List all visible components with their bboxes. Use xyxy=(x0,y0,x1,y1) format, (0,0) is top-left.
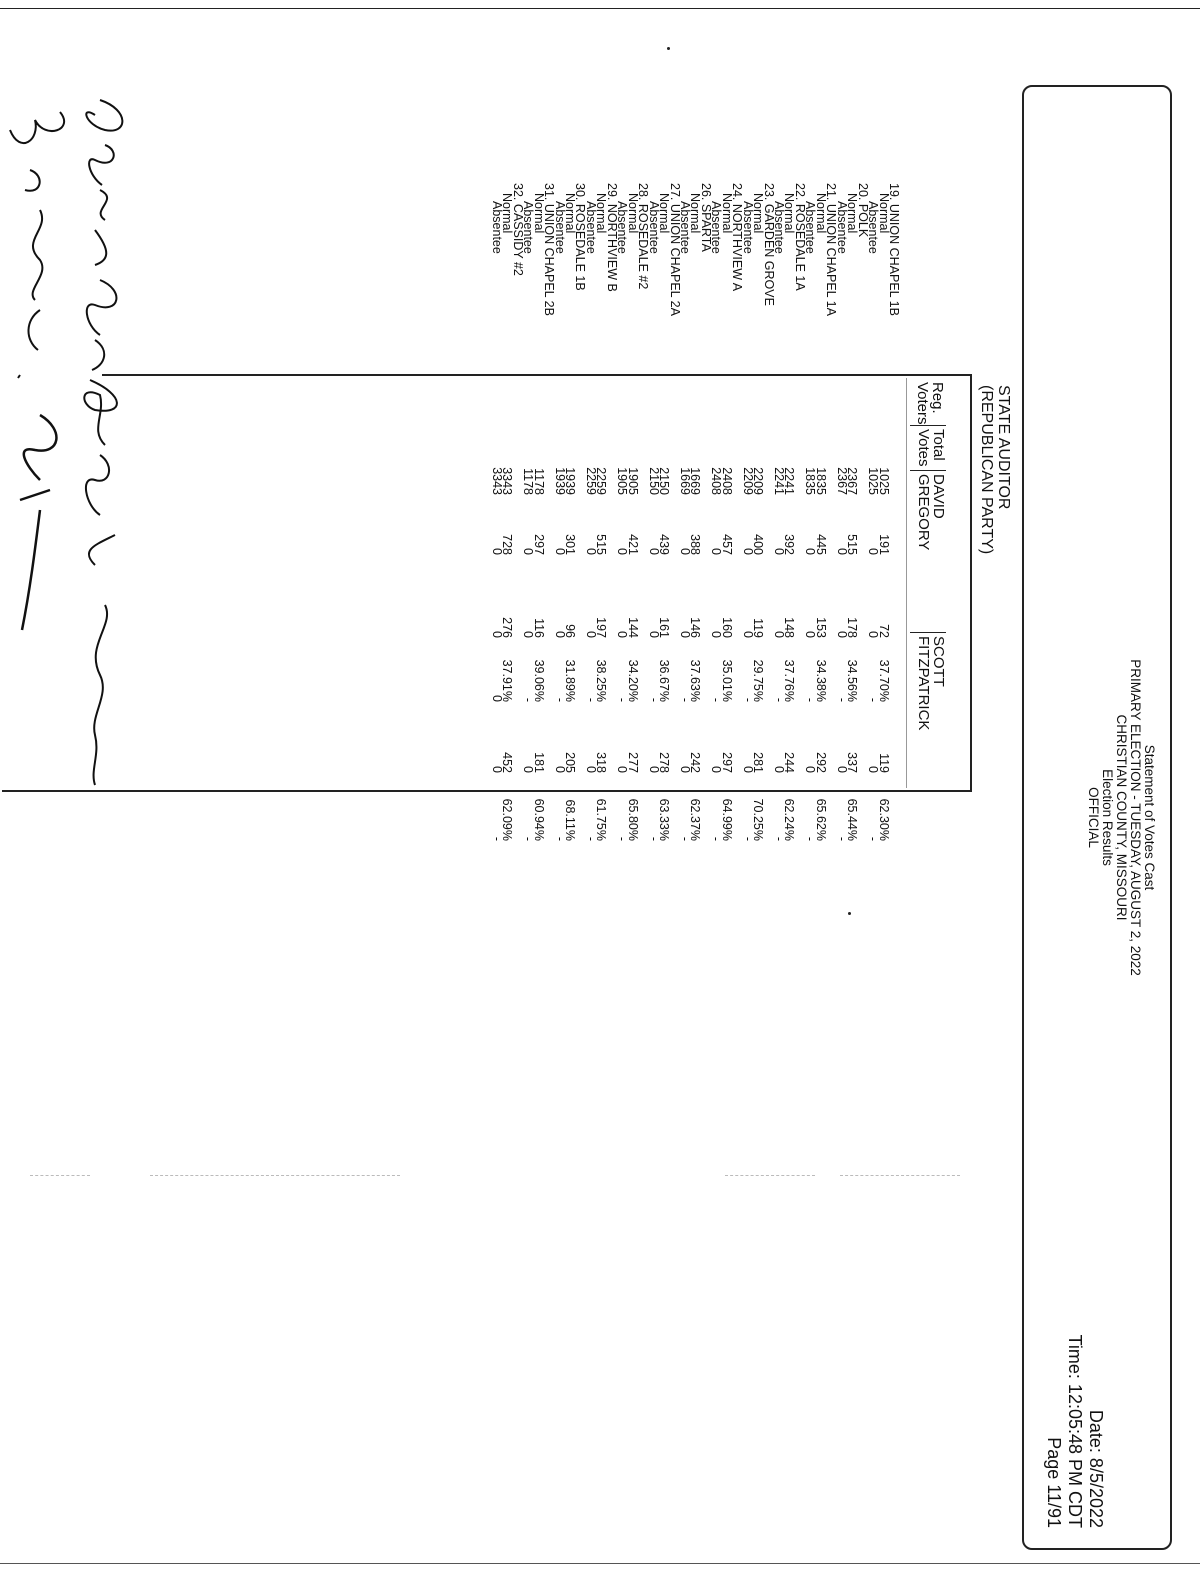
fitzpatrick-votes-cell: 452 xyxy=(500,752,515,773)
reg-voters-cell: 2209 xyxy=(751,467,766,495)
col-head-total-votes xyxy=(910,425,946,467)
gregory-votes-cell: 160 xyxy=(719,617,734,638)
gregory-votes-cell: 0 xyxy=(521,631,536,638)
fitzpatrick-votes-cell: 0 xyxy=(709,766,724,773)
fitzpatrick-votes-cell: 277 xyxy=(625,752,640,773)
row-label: 19. UNION CHAPEL 1B xyxy=(887,183,901,316)
col-head-text: Reg. xyxy=(929,382,946,414)
fitzpatrick-votes-cell: 0 xyxy=(552,766,567,773)
fitzpatrick-percent-cell: - xyxy=(772,836,787,841)
gregory-percent-cell: 31.89% xyxy=(563,659,578,702)
results-subtitle: Election Results xyxy=(1100,769,1115,866)
row-label: Normal xyxy=(563,193,578,234)
fitzpatrick-percent-cell: - xyxy=(489,836,504,841)
gregory-percent-cell: 36.67% xyxy=(657,659,672,702)
row-label: 24. NORTHVIEW A xyxy=(730,183,745,292)
row-label: 29. NORTHVIEW B xyxy=(604,183,619,292)
reg-voters-cell: 1669 xyxy=(688,467,703,495)
page-number: Page 11/91 xyxy=(1044,1437,1064,1528)
total-votes-cell: 728 xyxy=(500,534,515,555)
fitzpatrick-votes-cell: 119 xyxy=(876,753,891,773)
row-label: Absentee xyxy=(772,201,787,254)
report-header-box xyxy=(1022,85,1172,1550)
row-label: Absentee xyxy=(866,201,881,254)
fitzpatrick-percent-cell: - xyxy=(521,836,536,841)
total-votes-cell: 457 xyxy=(719,534,734,555)
gregory-votes-cell: 0 xyxy=(740,631,755,638)
total-votes-cell: 0 xyxy=(772,548,787,555)
reg-voters-cell: 2367 xyxy=(834,467,849,495)
gregory-votes-cell: 0 xyxy=(866,631,881,638)
total-votes-cell: 515 xyxy=(594,534,609,555)
fitzpatrick-votes-cell: 205 xyxy=(563,752,578,773)
fitzpatrick-percent-cell: - xyxy=(709,836,724,841)
reg-voters-cell: 2209 xyxy=(740,467,755,495)
contest-office: STATE AUDITOR xyxy=(995,385,1012,510)
row-label: Normal xyxy=(657,193,672,234)
faint-dashed-guide xyxy=(840,1175,960,1176)
row-label: Normal xyxy=(751,193,766,234)
gregory-votes-cell: 0 xyxy=(583,631,598,638)
gregory-percent-cell: - xyxy=(552,697,567,702)
fitzpatrick-votes-cell: 0 xyxy=(866,766,881,773)
fitzpatrick-percent-cell: - xyxy=(803,836,818,841)
reg-voters-cell: 2241 xyxy=(782,467,797,495)
gregory-votes-cell: 0 xyxy=(615,631,630,638)
gregory-votes-cell: 96 xyxy=(563,624,578,638)
total-votes-cell: 388 xyxy=(688,534,703,555)
col-head-reg-voters xyxy=(915,382,945,425)
gregory-votes-cell: 0 xyxy=(646,631,661,638)
gregory-percent-cell: - xyxy=(740,697,755,702)
gregory-percent-cell: - xyxy=(709,697,724,702)
row-label: Normal xyxy=(531,193,546,234)
reg-voters-cell: 2259 xyxy=(583,467,598,495)
header-underline xyxy=(906,378,907,788)
reg-voters-cell: 2259 xyxy=(594,467,609,495)
fitzpatrick-votes-cell: 0 xyxy=(772,766,787,773)
fitzpatrick-percent-cell: - xyxy=(740,836,755,841)
row-label: 28. ROSEDALE #2 xyxy=(636,183,651,290)
reg-voters-cell: 1669 xyxy=(678,467,692,495)
fitzpatrick-percent-cell: 64.99% xyxy=(719,798,734,841)
gregory-percent-cell: - xyxy=(678,697,692,702)
fitzpatrick-votes-cell: 0 xyxy=(521,766,536,773)
fitzpatrick-percent-cell: - xyxy=(583,836,598,841)
reg-voters-cell: 3343 xyxy=(489,467,504,495)
total-votes-cell: 0 xyxy=(803,548,818,555)
reg-voters-cell: 1178 xyxy=(521,468,536,495)
gregory-votes-cell: 119 xyxy=(751,618,766,638)
col-head-text: Total xyxy=(930,429,947,461)
reg-voters-cell: 1178 xyxy=(531,468,546,495)
reg-voters-cell: 2367 xyxy=(845,467,860,495)
fitzpatrick-percent-cell: - xyxy=(646,836,661,841)
gregory-votes-cell: 72 xyxy=(876,624,891,638)
reg-voters-cell: 2150 xyxy=(646,467,661,495)
reg-voters-cell: 1939 xyxy=(563,467,578,495)
reg-voters-cell: 2408 xyxy=(709,467,724,495)
row-label: Normal xyxy=(500,193,515,234)
fitzpatrick-percent-cell: 70.25% xyxy=(751,798,766,841)
fitzpatrick-votes-cell: 0 xyxy=(803,766,818,773)
reg-voters-cell: 1905 xyxy=(615,467,630,495)
row-label: 21. UNION CHAPEL 1A xyxy=(824,183,839,316)
gregory-votes-cell: 0 xyxy=(678,631,692,638)
total-votes-cell: 0 xyxy=(489,548,504,555)
fitzpatrick-votes-cell: 0 xyxy=(489,766,504,773)
election-name: PRIMARY ELECTION - TUESDAY, AUGUST 2, 2022 xyxy=(1128,659,1143,976)
gregory-percent-cell: 38.25% xyxy=(594,659,609,702)
fitzpatrick-votes-cell: 337 xyxy=(845,752,860,773)
total-votes-cell: 392 xyxy=(782,534,797,555)
gregory-votes-cell: 0 xyxy=(709,631,724,638)
row-label: 26. SPARTA xyxy=(698,183,713,252)
total-votes-cell: 0 xyxy=(646,548,661,555)
total-votes-cell: 0 xyxy=(866,548,881,555)
reg-voters-cell: 2241 xyxy=(772,467,787,495)
fitzpatrick-percent-cell: 62.37% xyxy=(688,798,703,841)
gregory-percent-cell: 37.91% xyxy=(500,659,515,702)
row-label: Absentee xyxy=(615,201,630,254)
report-date: Date: 8/5/2022 xyxy=(1086,1409,1106,1528)
gregory-votes-cell: 153 xyxy=(813,617,828,638)
reg-voters-cell: 1835 xyxy=(803,467,818,495)
gregory-percent-cell: - xyxy=(646,697,661,702)
fitzpatrick-votes-cell: 292 xyxy=(813,752,828,773)
col-head-text: GREGORY xyxy=(915,474,932,551)
col-head-text: SCOTT xyxy=(930,636,947,687)
fitzpatrick-votes-cell: 0 xyxy=(678,766,692,773)
reg-voters-cell: 1025 xyxy=(876,467,891,495)
total-votes-cell: 0 xyxy=(678,548,692,555)
gregory-votes-cell: 0 xyxy=(772,631,787,638)
gregory-votes-cell: 0 xyxy=(552,631,567,638)
row-label: Normal xyxy=(625,193,640,234)
gregory-votes-cell: 197 xyxy=(594,617,609,638)
total-votes-cell: 0 xyxy=(615,548,630,555)
fitzpatrick-votes-cell: 0 xyxy=(615,766,630,773)
row-label: Absentee xyxy=(803,201,818,254)
total-votes-cell: 421 xyxy=(625,534,640,555)
header-center-block xyxy=(1086,87,1156,1548)
fitzpatrick-votes-cell: 318 xyxy=(594,752,609,773)
faint-dashed-guide xyxy=(725,1175,815,1176)
signature-ben-rusey xyxy=(0,100,80,400)
col-head-text: Voters xyxy=(914,382,931,425)
fitzpatrick-percent-cell: - xyxy=(552,836,567,841)
fitzpatrick-percent-cell: 62.09% xyxy=(500,798,515,841)
contest-title xyxy=(978,385,1012,554)
row-label: Absentee xyxy=(552,201,567,254)
fitzpatrick-percent-cell: 60.94% xyxy=(531,798,546,841)
contest-party: (REPUBLICAN PARTY) xyxy=(978,385,995,555)
fitzpatrick-votes-cell: 297 xyxy=(719,752,734,773)
row-label: Absentee xyxy=(583,201,598,254)
gregory-votes-cell: 276 xyxy=(500,617,515,638)
gregory-percent-cell: 0 xyxy=(489,695,504,702)
reg-voters-cell: 3343 xyxy=(500,467,515,495)
row-label: Normal xyxy=(813,193,828,234)
row-label: Normal xyxy=(594,193,609,234)
gregory-percent-cell: - xyxy=(834,697,849,702)
col-head-text: Votes xyxy=(915,429,932,467)
total-votes-cell: 297 xyxy=(531,534,546,555)
row-label: 32. CASSIDY #2 xyxy=(510,183,525,276)
reg-voters-cell: 1905 xyxy=(625,467,640,495)
fitzpatrick-percent-cell: 61.75% xyxy=(594,798,609,841)
total-votes-cell: 0 xyxy=(583,548,598,555)
row-label: Normal xyxy=(845,193,860,234)
total-votes-cell: 439 xyxy=(657,534,672,555)
signature-right-2 xyxy=(10,410,70,640)
row-label: Absentee xyxy=(709,201,724,254)
header-right-block xyxy=(1043,1335,1106,1528)
row-label: Absentee xyxy=(489,201,504,254)
fitzpatrick-votes-cell: 181 xyxy=(531,752,546,773)
row-label: 23. GARDEN GROVE xyxy=(761,183,776,306)
fitzpatrick-votes-cell: 278 xyxy=(657,752,672,773)
row-label: 20. POLK xyxy=(855,183,870,238)
gregory-votes-cell: 148 xyxy=(782,617,797,638)
gregory-votes-cell: 161 xyxy=(657,617,672,638)
row-label: Normal xyxy=(782,193,797,234)
gregory-percent-cell: - xyxy=(803,697,818,702)
gregory-percent-cell: 37.70% xyxy=(876,659,891,702)
table-rule-horizontal xyxy=(971,374,973,791)
total-votes-cell: 400 xyxy=(751,534,766,555)
fitzpatrick-votes-cell: 0 xyxy=(583,766,598,773)
gregory-percent-cell: 39.06% xyxy=(531,659,546,702)
faint-dashed-guide xyxy=(30,1175,90,1176)
report-time: Time: 12:05:48 PM CDT xyxy=(1065,1334,1085,1528)
total-votes-cell: 301 xyxy=(563,534,578,555)
fitzpatrick-percent-cell: 62.24% xyxy=(782,798,797,841)
reg-voters-cell: 2150 xyxy=(657,467,672,495)
gregory-percent-cell: - xyxy=(583,697,598,702)
col-head-text: FITZPATRICK xyxy=(915,636,932,731)
signature-right-1 xyxy=(65,375,135,795)
row-label: 27. UNION CHAPEL 2A xyxy=(667,183,682,316)
row-label: Absentee xyxy=(646,201,661,254)
col-head-text: DAVID xyxy=(930,474,947,519)
gregory-votes-cell: 0 xyxy=(834,631,849,638)
gregory-percent-cell: 34.56% xyxy=(845,659,860,702)
fitzpatrick-votes-cell: 244 xyxy=(782,752,797,773)
gregory-percent-cell: - xyxy=(615,697,630,702)
total-votes-cell: 0 xyxy=(521,548,536,555)
report-title: Statement of Votes Cast xyxy=(1142,744,1157,891)
gregory-percent-cell: 34.20% xyxy=(625,659,640,702)
gregory-percent-cell: 37.76% xyxy=(782,659,797,702)
reg-voters-cell: 1939 xyxy=(552,467,567,495)
row-label: Absentee xyxy=(740,201,755,254)
fitzpatrick-percent-cell: - xyxy=(678,836,692,841)
total-votes-cell: 0 xyxy=(834,548,849,555)
gregory-percent-cell: 37.63% xyxy=(688,659,703,702)
total-votes-cell: 445 xyxy=(813,534,828,555)
fitzpatrick-percent-cell: 65.44% xyxy=(845,798,860,841)
gregory-votes-cell: 116 xyxy=(531,618,546,638)
row-label: 22. ROSEDALE 1A xyxy=(792,183,807,291)
row-label: 30. ROSEDALE 1B xyxy=(573,183,588,291)
fitzpatrick-percent-cell: 63.33% xyxy=(657,798,672,841)
gregory-votes-cell: 178 xyxy=(845,617,860,638)
gregory-votes-cell: 144 xyxy=(625,617,640,638)
row-label: 31. UNION CHAPEL 2B xyxy=(542,183,557,316)
reg-voters-cell: 1835 xyxy=(813,467,828,495)
fitzpatrick-votes-cell: 281 xyxy=(751,752,766,773)
col-head-candidate-gregory xyxy=(910,470,946,550)
fitzpatrick-votes-cell: 0 xyxy=(740,766,755,773)
gregory-percent-cell: 35.01% xyxy=(719,659,734,702)
gregory-votes-cell: 0 xyxy=(489,631,504,638)
gregory-percent-cell: - xyxy=(866,697,881,702)
fitzpatrick-percent-cell: - xyxy=(866,836,881,841)
fitzpatrick-votes-cell: 0 xyxy=(834,766,849,773)
fitzpatrick-percent-cell: 62.30% xyxy=(876,798,891,841)
gregory-percent-cell: 29.75% xyxy=(751,659,766,702)
fitzpatrick-percent-cell: 68.11% xyxy=(563,799,578,841)
fitzpatrick-percent-cell: - xyxy=(834,836,849,841)
col-head-candidate-fitzpatrick xyxy=(910,632,946,730)
row-label: Absentee xyxy=(521,201,536,254)
total-votes-cell: 0 xyxy=(740,548,755,555)
total-votes-cell: 0 xyxy=(709,548,724,555)
gregory-percent-cell: - xyxy=(772,697,787,702)
official-status: OFFICIAL xyxy=(1086,787,1101,848)
total-votes-cell: 191 xyxy=(876,534,891,555)
fitzpatrick-votes-cell: 0 xyxy=(646,766,661,773)
gregory-votes-cell: 146 xyxy=(688,617,703,638)
gregory-percent-cell: 34.38% xyxy=(813,659,828,702)
row-label: Absentee xyxy=(678,201,692,254)
total-votes-cell: 515 xyxy=(845,534,860,555)
fitzpatrick-percent-cell: 65.62% xyxy=(813,798,828,841)
row-label: Normal xyxy=(688,193,703,234)
table-row xyxy=(491,75,503,875)
fitzpatrick-votes-cell: 242 xyxy=(688,752,703,773)
total-votes-cell: 0 xyxy=(552,548,567,555)
reg-voters-cell: 1025 xyxy=(866,467,881,495)
row-label: Absentee xyxy=(834,201,849,254)
gregory-percent-cell: - xyxy=(521,697,536,702)
faint-dashed-guide xyxy=(150,1175,400,1176)
reg-voters-cell: 2408 xyxy=(719,467,734,495)
county-name: CHRISTIAN COUNTY, MISSOURI xyxy=(1114,714,1129,921)
fitzpatrick-percent-cell: 65.80% xyxy=(625,798,640,841)
gregory-votes-cell: 0 xyxy=(803,631,818,638)
fitzpatrick-percent-cell: - xyxy=(615,836,630,841)
row-label: Normal xyxy=(876,193,891,234)
row-label: Normal xyxy=(719,193,734,234)
